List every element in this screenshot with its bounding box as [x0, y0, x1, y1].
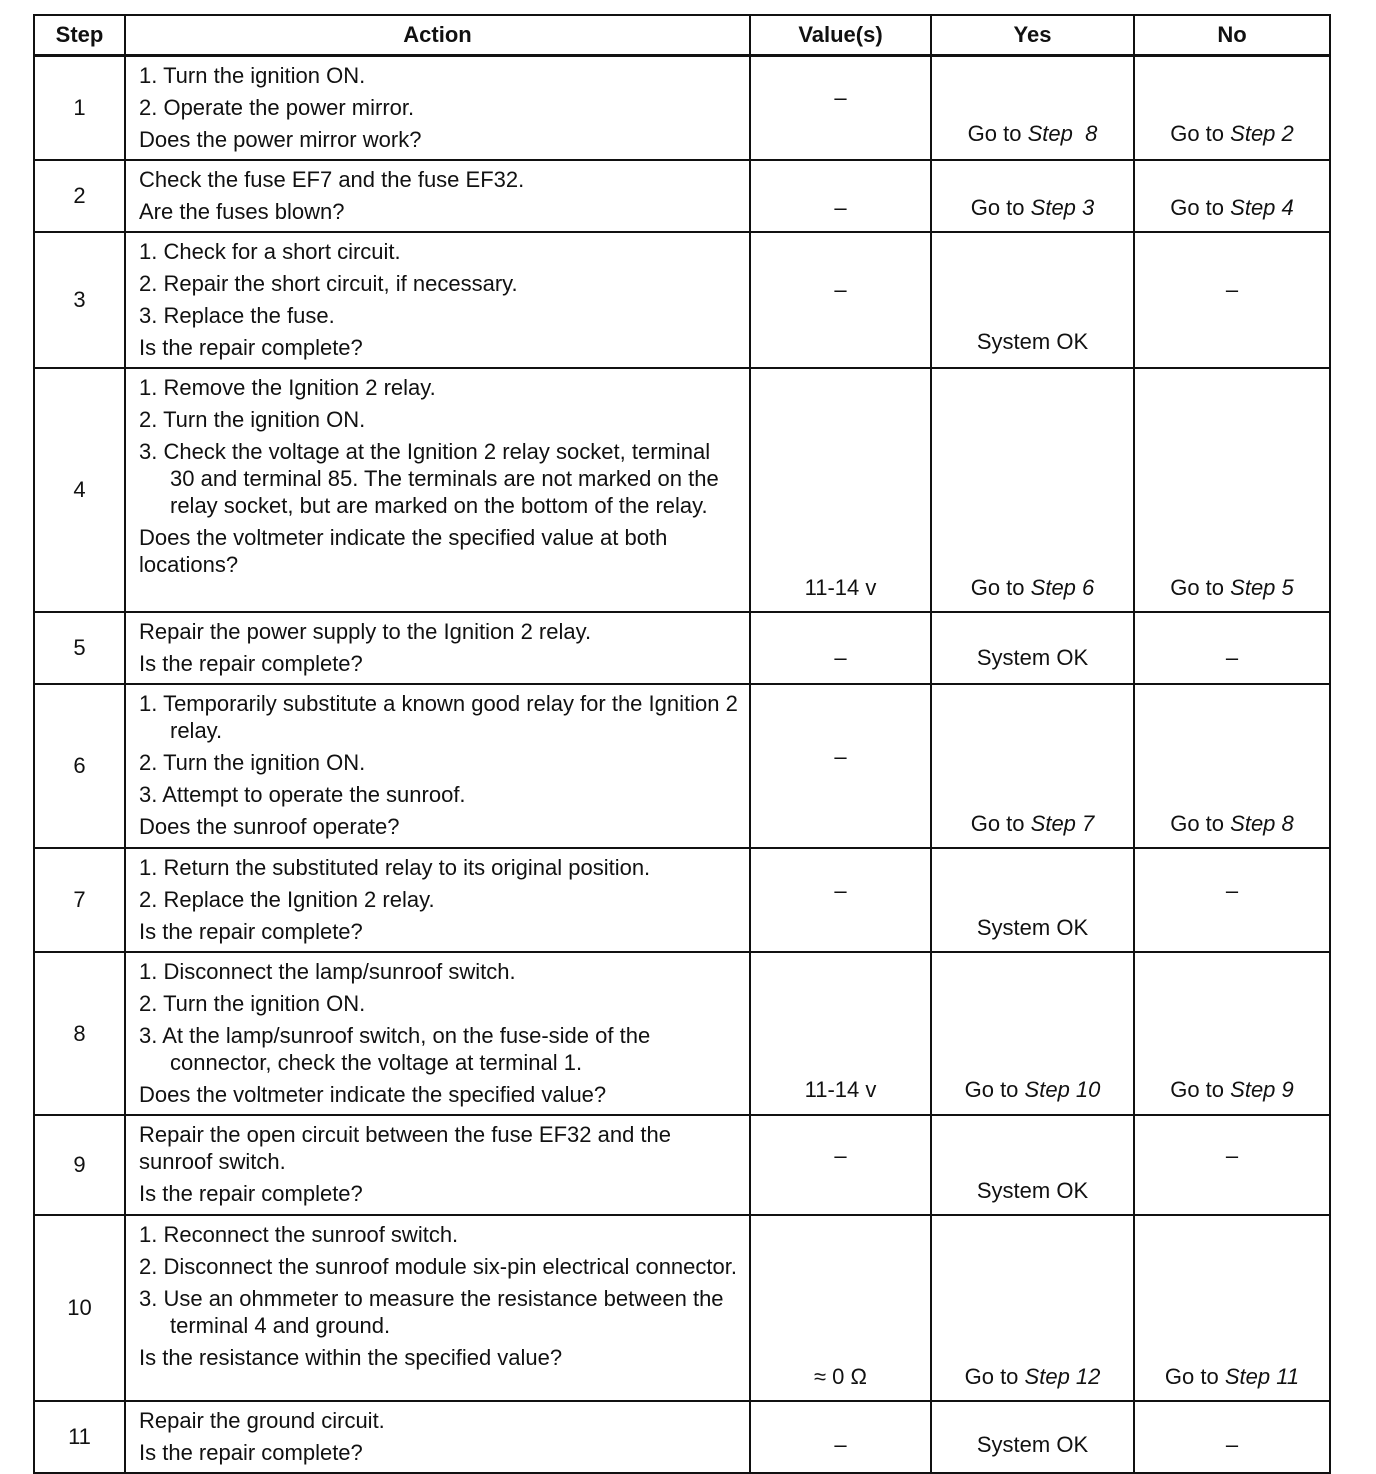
- step-number: 1: [34, 56, 125, 161]
- yes-cell: [931, 848, 1134, 952]
- yes-text: System OK: [976, 915, 1089, 940]
- no-cell: [1134, 848, 1330, 952]
- no-cell: [1134, 160, 1330, 232]
- value-text: –: [834, 277, 847, 302]
- action-line: Check the fuse EF7 and the fuse EF32.: [139, 167, 525, 192]
- action-line: 3. Attempt to operate the sunroof.: [139, 782, 466, 807]
- step-number: 7: [34, 848, 125, 952]
- action-cell: [125, 1115, 750, 1215]
- action-cell: [125, 612, 750, 684]
- yes-cell: [931, 232, 1134, 368]
- action-line: 1. Remove the Ignition 2 relay.: [139, 375, 436, 400]
- action-line: Is the repair complete?: [139, 651, 363, 676]
- action-cell: [125, 56, 750, 161]
- action-line: Repair the open circuit between the fuse EF32 and the sunroof switch.: [139, 1122, 672, 1174]
- table-row: [34, 848, 1330, 952]
- yes-cell: [931, 684, 1134, 848]
- action-line: 3. Check the voltage at the Ignition 2 relay socket, terminal 30 and terminal 85. The terminals are not marked on the relay socket, but are marked on the bottom of the relay.: [139, 439, 719, 518]
- no-step-ref: Step 8: [1230, 811, 1294, 836]
- value-text: –: [834, 744, 847, 769]
- action-line: 1. Turn the ignition ON.: [139, 63, 366, 88]
- no-cell: [1134, 56, 1330, 161]
- step-number: 4: [34, 368, 125, 612]
- action-cell: [125, 1215, 750, 1401]
- no-text: –: [1225, 645, 1239, 670]
- yes-step-ref: Step 10: [1024, 1077, 1101, 1102]
- value-cell: [750, 848, 931, 952]
- yes-goto-label: Go to: [964, 1077, 1019, 1102]
- step-number: 2: [34, 160, 125, 232]
- no-cell: [1134, 612, 1330, 684]
- table-row: [34, 684, 1330, 848]
- no-goto-label: Go to: [1170, 575, 1225, 600]
- yes-text: System OK: [976, 645, 1089, 670]
- yes-cell: [931, 952, 1134, 1115]
- value-cell: [750, 368, 931, 612]
- table-body: [34, 56, 1330, 1474]
- action-cell: [125, 232, 750, 368]
- table-row: [34, 1215, 1330, 1401]
- value-text: –: [834, 645, 847, 670]
- table-row: [34, 160, 1330, 232]
- value-cell: [750, 1401, 931, 1473]
- action-line: 1. Return the substituted relay to its original position.: [139, 855, 651, 880]
- value-text: ≈ 0 Ω: [814, 1364, 867, 1389]
- no-text: –: [1225, 1143, 1239, 1168]
- yes-cell: [931, 160, 1134, 232]
- action-line: Repair the ground circuit.: [139, 1408, 385, 1433]
- no-goto-label: Go to: [1170, 121, 1225, 146]
- action-line: 2. Repair the short circuit, if necessary.: [139, 271, 518, 296]
- header-values: Value(s): [750, 15, 931, 56]
- no-cell: [1134, 368, 1330, 612]
- action-line: 2. Replace the Ignition 2 relay.: [139, 887, 435, 912]
- yes-step-ref: Step 8: [1027, 121, 1098, 146]
- action-line: 2. Operate the power mirror.: [139, 95, 415, 120]
- value-cell: [750, 952, 931, 1115]
- no-step-ref: Step 2: [1230, 121, 1294, 146]
- no-cell: [1134, 952, 1330, 1115]
- value-text: –: [834, 85, 847, 110]
- header-row: [34, 15, 1330, 56]
- yes-cell: [931, 368, 1134, 612]
- no-goto-label: Go to: [1170, 811, 1225, 836]
- action-cell: [125, 160, 750, 232]
- action-line: Is the resistance within the specified value?: [139, 1345, 563, 1370]
- yes-cell: [931, 1401, 1134, 1473]
- action-line: Does the power mirror work?: [139, 127, 422, 152]
- value-text: 11-14 v: [804, 1077, 877, 1102]
- table-row: [34, 612, 1330, 684]
- no-cell: [1134, 1215, 1330, 1401]
- yes-step-ref: Step 6: [1030, 575, 1095, 600]
- yes-goto-label: Go to: [967, 121, 1022, 146]
- table-row: [34, 368, 1330, 612]
- value-cell: [750, 612, 931, 684]
- step-number: 8: [34, 952, 125, 1115]
- table-row: [34, 952, 1330, 1115]
- yes-cell: [931, 612, 1134, 684]
- yes-goto-label: Go to: [970, 575, 1025, 600]
- action-line: Does the sunroof operate?: [139, 814, 400, 839]
- no-cell: [1134, 1115, 1330, 1215]
- yes-text: System OK: [976, 329, 1089, 354]
- diagnostic-table: [33, 14, 1331, 1474]
- header-step: Step: [34, 15, 125, 56]
- action-line: 3. At the lamp/sunroof switch, on the fuse-side of the connector, check the voltage at terminal 1.: [139, 1023, 651, 1075]
- action-cell: [125, 1401, 750, 1473]
- action-line: Repair the power supply to the Ignition 2 relay.: [139, 619, 592, 644]
- no-step-ref: Step 5: [1230, 575, 1294, 600]
- value-text: –: [834, 1432, 847, 1457]
- yes-step-ref: Step 12: [1024, 1364, 1101, 1389]
- step-number: 9: [34, 1115, 125, 1215]
- yes-cell: [931, 1115, 1134, 1215]
- action-line: 3. Use an ohmmeter to measure the resistance between the terminal 4 and ground.: [139, 1286, 724, 1338]
- no-step-ref: Step 4: [1230, 195, 1294, 220]
- value-cell: [750, 684, 931, 848]
- no-goto-label: Go to: [1170, 1077, 1225, 1102]
- action-line: 2. Disconnect the sunroof module six-pin electrical connector.: [139, 1254, 737, 1279]
- step-number: 10: [34, 1215, 125, 1401]
- yes-cell: [931, 1215, 1134, 1401]
- yes-cell: [931, 56, 1134, 161]
- value-text: –: [834, 195, 847, 220]
- table-row: [34, 1401, 1330, 1473]
- value-cell: [750, 1215, 931, 1401]
- value-text: –: [834, 878, 847, 903]
- table-row: [34, 56, 1330, 161]
- action-line: Is the repair complete?: [139, 1440, 363, 1465]
- no-goto-label: Go to: [1164, 1364, 1219, 1389]
- no-goto-label: Go to: [1170, 195, 1225, 220]
- value-text: –: [834, 1143, 847, 1168]
- yes-step-ref: Step 7: [1030, 811, 1095, 836]
- table-row: [34, 232, 1330, 368]
- action-cell: [125, 368, 750, 612]
- action-cell: [125, 684, 750, 848]
- action-line: 2. Turn the ignition ON.: [139, 750, 366, 775]
- action-line: Does the voltmeter indicate the specified value?: [139, 1082, 607, 1107]
- step-number: 3: [34, 232, 125, 368]
- no-text: –: [1225, 878, 1239, 903]
- value-cell: [750, 232, 931, 368]
- step-number: 5: [34, 612, 125, 684]
- action-line: 1. Reconnect the sunroof switch.: [139, 1222, 459, 1247]
- yes-goto-label: Go to: [964, 1364, 1019, 1389]
- value-cell: [750, 160, 931, 232]
- action-line: Are the fuses blown?: [139, 199, 345, 224]
- no-text: –: [1225, 277, 1239, 302]
- no-cell: [1134, 1401, 1330, 1473]
- action-line: 1. Disconnect the lamp/sunroof switch.: [139, 959, 516, 984]
- action-cell: [125, 848, 750, 952]
- action-line: 1. Temporarily substitute a known good relay for the Ignition 2 relay.: [139, 691, 738, 743]
- header-action: Action: [125, 15, 750, 56]
- action-line: 2. Turn the ignition ON.: [139, 407, 366, 432]
- yes-goto-label: Go to: [970, 811, 1025, 836]
- action-line: 2. Turn the ignition ON.: [139, 991, 366, 1016]
- no-cell: [1134, 684, 1330, 848]
- yes-goto-label: Go to: [970, 195, 1025, 220]
- action-line: Is the repair complete?: [139, 1181, 363, 1206]
- no-cell: [1134, 232, 1330, 368]
- table-row: [34, 1115, 1330, 1215]
- no-step-ref: Step 11: [1224, 1364, 1300, 1389]
- action-cell: [125, 952, 750, 1115]
- value-cell: [750, 1115, 931, 1215]
- header-yes: Yes: [931, 15, 1134, 56]
- step-number: 11: [34, 1401, 125, 1473]
- value-cell: [750, 56, 931, 161]
- yes-text: System OK: [976, 1432, 1089, 1457]
- yes-step-ref: Step 3: [1030, 195, 1095, 220]
- step-number: 6: [34, 684, 125, 848]
- action-line: Does the voltmeter indicate the specified value at both locations?: [139, 525, 668, 577]
- value-text: 11-14 v: [804, 575, 877, 600]
- header-no: No: [1134, 15, 1330, 56]
- action-line: 1. Check for a short circuit.: [139, 239, 401, 264]
- action-line: Is the repair complete?: [139, 335, 363, 360]
- no-text: –: [1225, 1432, 1239, 1457]
- action-line: 3. Replace the fuse.: [139, 303, 335, 328]
- no-step-ref: Step 9: [1230, 1077, 1294, 1102]
- action-line: Is the repair complete?: [139, 919, 363, 944]
- yes-text: System OK: [976, 1178, 1089, 1203]
